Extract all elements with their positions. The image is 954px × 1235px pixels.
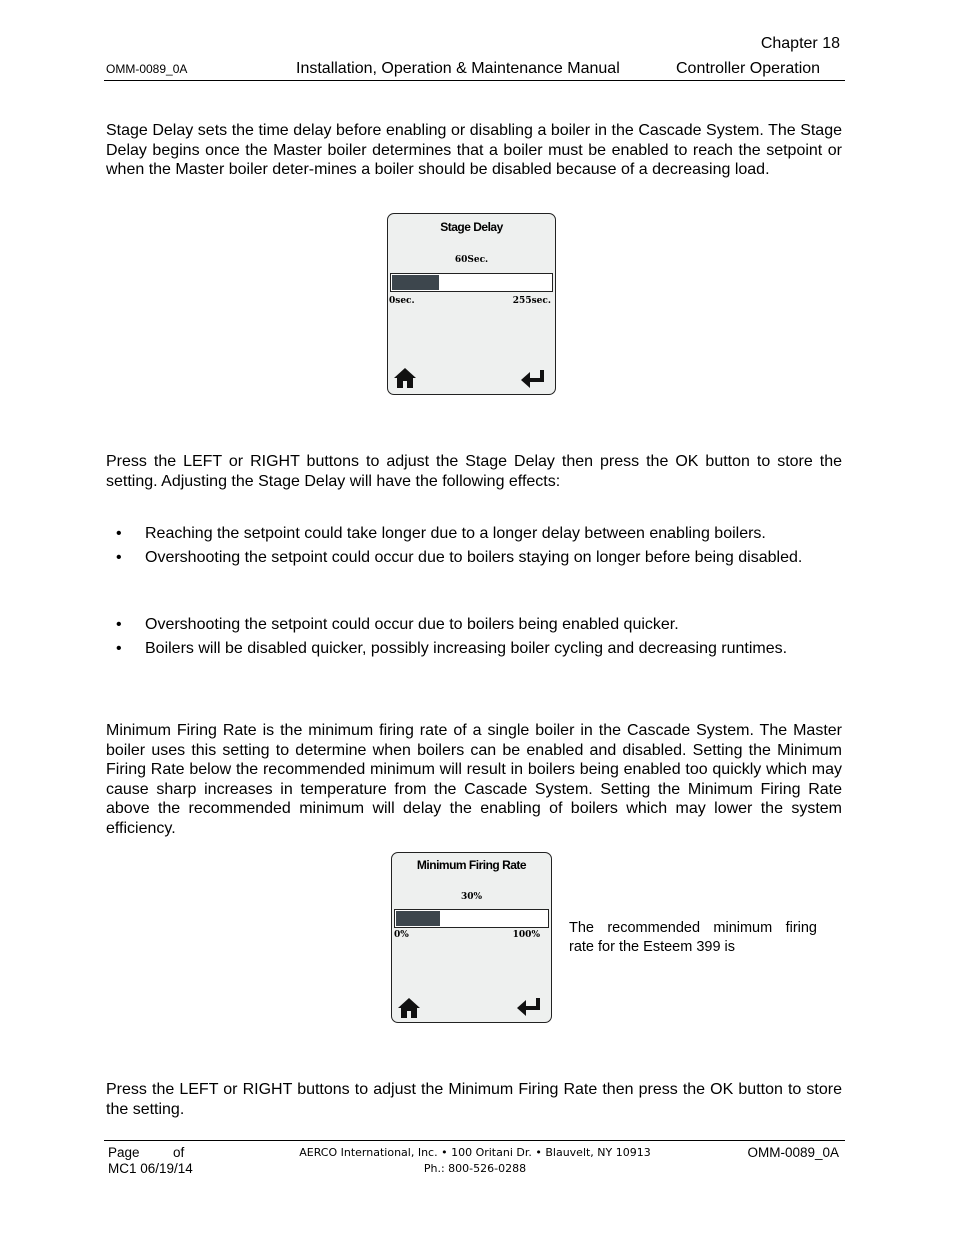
screen-title: Minimum Firing Rate <box>416 858 527 872</box>
bar-fill <box>396 911 440 926</box>
stage-delay-screen <box>387 213 556 395</box>
min-firing-rate-paragraph: Minimum Firing Rate is the minimum firing rate of a single boiler in the Cascade System. The Master boiler uses this setting to determine when boilers can be enabled and disabled. Setting the Minimum Firing Rate below the recommended minimum will result in boilers being enabled too quickly which may cause sharp increases in temperature from the Cascade System. Setting the Minimum Firing Rate above the recommended minimum will delay the enabling of boilers which may lower the system efficiency. <box>106 722 842 837</box>
home-icon[interactable] <box>397 997 421 1019</box>
return-arrow-icon[interactable] <box>516 995 540 1017</box>
list-item: • Overshooting the setpoint could occur due to boilers being enabled quicker. <box>106 615 842 635</box>
home-icon[interactable] <box>393 367 417 389</box>
screen-value: 60Sec. <box>454 255 489 265</box>
footer-company: AERCO International, Inc. • 100 Oritani Dr. • Blauvelt, NY 10913 <box>299 1146 651 1159</box>
screen-value: 30% <box>460 892 483 902</box>
bar-min-label: 0sec. <box>389 296 415 306</box>
chapter-label: Chapter 18 <box>760 35 840 52</box>
effects-list-longer <box>106 524 842 567</box>
bar-min-label: 0% <box>394 930 409 940</box>
screen-title: Stage Delay <box>440 220 503 234</box>
stage-delay-paragraph: Stage Delay sets the time delay before enabling or disabling a boiler in the Cascade System. The Stage Delay begins once the Master boiler determines that a boiler must be enabled to reach the setpoint or when the Master boiler deter-mines a boiler should be disabled because of a decreasing load. <box>106 122 842 179</box>
return-arrow-icon[interactable] <box>520 367 544 389</box>
list-item: • Reaching the setpoint could take longer due to a longer delay between enabling boilers. <box>106 524 842 544</box>
stage-delay-bar[interactable] <box>390 273 553 292</box>
manual-title: Installation, Operation & Maintenance Manual <box>296 60 620 77</box>
min-firing-rate-screen <box>391 852 552 1023</box>
section-title: Controller Operation <box>676 60 821 77</box>
min-firing-rate-bar[interactable] <box>394 909 549 928</box>
effects-list-shorter <box>106 615 842 658</box>
bar-max-label: 100% <box>512 930 540 940</box>
list-item: • Boilers will be disabled quicker, possibly increasing boiler cycling and decreasing runtimes. <box>106 639 842 659</box>
footer-rule <box>104 1140 845 1141</box>
list-item: • Overshooting the setpoint could occur due to boilers staying on longer before being disabled. <box>106 548 842 568</box>
footer-of-label: of <box>173 1145 185 1160</box>
bar-fill <box>392 275 439 290</box>
header-rule <box>104 80 845 81</box>
bar-max-label: 255sec. <box>512 296 551 306</box>
adjust-stage-delay-paragraph: Press the LEFT or RIGHT buttons to adjust the Stage Delay then press the OK button to store the setting. Adjusting the Stage Delay will have the following effects: <box>106 453 842 490</box>
footer-revision: MC1 06/19/14 <box>108 1161 193 1176</box>
header-doc-code: OMM-0089_0A <box>106 62 188 76</box>
recommended-rate-note: The recommended minimum firing rate for the Esteem 399 is <box>569 920 817 955</box>
footer-page-label: Page <box>108 1145 140 1160</box>
adjust-min-firing-paragraph: Press the LEFT or RIGHT buttons to adjust the Minimum Firing Rate then press the OK button to store the setting. <box>106 1081 842 1118</box>
footer-phone: Ph.: 800-526-0288 <box>423 1162 527 1175</box>
footer-doc-code: OMM-0089_0A <box>747 1145 839 1160</box>
